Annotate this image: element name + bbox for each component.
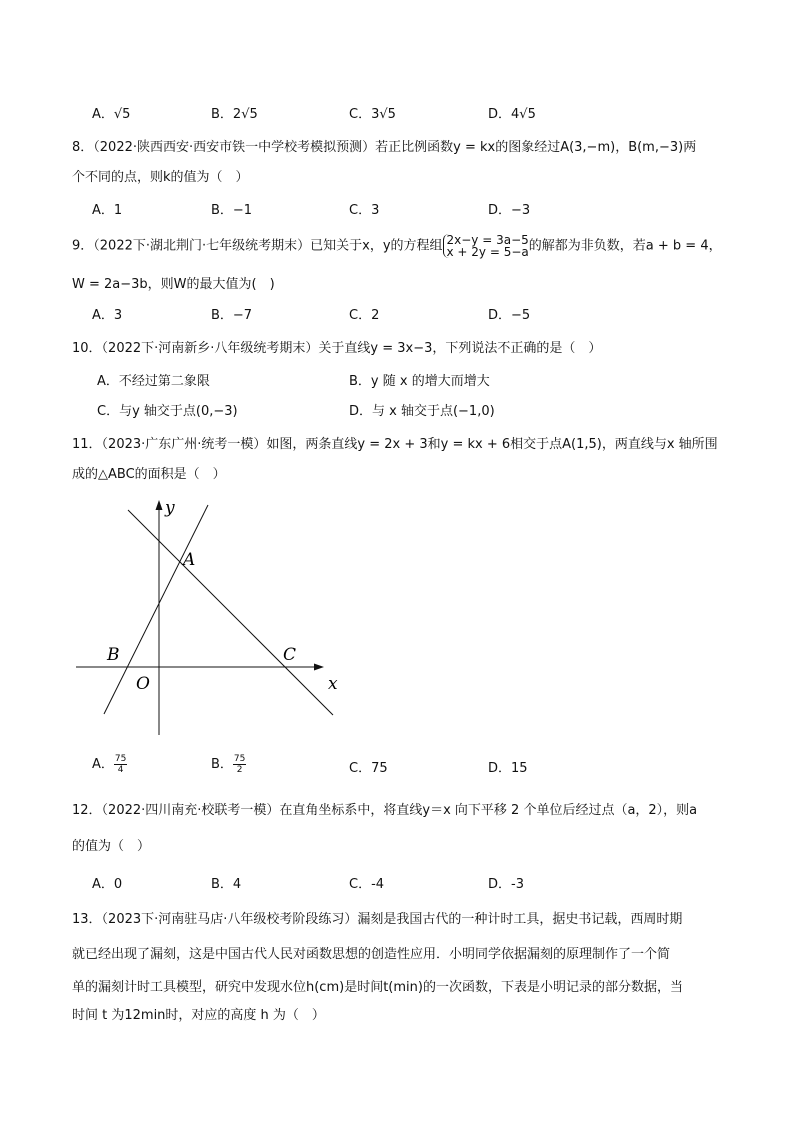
q10-option-b: B．y 随 x 的增大而增大 bbox=[349, 374, 490, 389]
q7-option-b: B．2√5 bbox=[211, 107, 258, 122]
q12-option-b: B．4 bbox=[211, 877, 242, 892]
label-b: B bbox=[107, 645, 120, 665]
q8-option-c: C．3 bbox=[349, 203, 380, 218]
q11-option-a-fraction bbox=[114, 754, 127, 775]
q11-stem-line1: 11．（2023·广东广州·统考一模）如图，两条直线y = 2x + 3和y = kx + 6相交于点A(1,5)，两直线与x 轴所围 bbox=[72, 437, 718, 452]
q12-option-a: A．0 bbox=[92, 877, 123, 892]
q9-option-a: A．3 bbox=[92, 308, 123, 323]
q12-option-c: C．-4 bbox=[349, 877, 385, 892]
q10-option-a: A．不经过第二象限 bbox=[97, 374, 210, 389]
q11-option-a-denominator: 4 bbox=[117, 765, 124, 775]
q13-stem-line1: 13．（2023下·河南驻马店·八年级校考阶段练习）漏刻是我国古代的一种计时工具，据史书记载，西周时期 bbox=[72, 912, 683, 927]
q11-option-d: D．15 bbox=[488, 761, 528, 776]
q9-equation-system bbox=[443, 234, 529, 258]
q7-option-d: D．4√5 bbox=[488, 107, 536, 122]
label-y: y bbox=[165, 498, 175, 518]
q10-stem: 10．（2022下·河南新乡·八年级统考期末）关于直线y = 3x−3，下列说法不正确的是（ ） bbox=[72, 341, 602, 356]
label-o: O bbox=[136, 674, 150, 694]
q11-option-b-numerator: 75 bbox=[233, 754, 246, 764]
q12-stem-line1: 12．（2022·四川南充·校联考一模）在直角坐标系中，将直线y＝x 向下平移 2 个单位后经过点（a，2），则a bbox=[72, 803, 698, 818]
q8-option-a: A．1 bbox=[92, 203, 123, 218]
q9-eq1: 2x−y = 3a−5 bbox=[446, 233, 529, 247]
q12-stem-line2: 的值为（ ） bbox=[72, 839, 151, 854]
q8-stem-line1: 8．（2022·陕西西安·西安市铁一中学校考模拟预测）若正比例函数y = kx的图象经过A(3,−m)，B(m,−3)两 bbox=[72, 140, 697, 155]
q11-stem-line2: 成的△ABC的面积是（ ） bbox=[72, 467, 226, 482]
q11-option-b-fraction bbox=[233, 754, 246, 775]
q9-option-d: D．−5 bbox=[488, 308, 531, 323]
q7-option-a: A．√5 bbox=[92, 107, 131, 122]
q10-option-d: D．与 x 轴交于点(−1,0) bbox=[349, 404, 495, 419]
line-y-2x-plus-3 bbox=[104, 505, 208, 714]
q9-stem-line2: W = 2a−3b，则W的最大值为( ) bbox=[72, 277, 275, 292]
q8-stem-line2: 个不同的点，则k的值为（ ） bbox=[72, 170, 249, 185]
q11-option-a-prefix: A． bbox=[92, 757, 114, 772]
q8-option-b: B．−1 bbox=[211, 203, 253, 218]
q9-eq2: x + 2y = 5−a bbox=[446, 245, 529, 259]
q11-option-b-prefix: B． bbox=[211, 757, 233, 772]
q13-stem-line4: 时间 t 为12min时，对应的高度 h 为（ ） bbox=[72, 1008, 325, 1023]
q11-option-b-denominator: 2 bbox=[236, 765, 243, 775]
q10-option-c: C．与y 轴交于点(0,−3) bbox=[97, 404, 238, 419]
q11-option-c: C．75 bbox=[349, 761, 388, 776]
q8-option-d: D．−3 bbox=[488, 203, 531, 218]
q7-option-c: C．3√5 bbox=[349, 107, 396, 122]
q9-stem-part-a: 9．（2022下·湖北荆门·七年级统考期末）已知关于x，y的方程组 bbox=[72, 238, 443, 254]
q9-option-c: C．2 bbox=[349, 308, 380, 323]
q9-option-b: B．−7 bbox=[211, 308, 253, 323]
q11-option-a-numerator: 75 bbox=[114, 754, 127, 764]
label-a: A bbox=[183, 550, 196, 570]
q9-stem-part-b: 的解都为非负数，若a + b = 4， bbox=[528, 238, 722, 254]
q13-stem-line2: 就已经出现了漏刻，这是中国古代人民对函数思想的创造性应用．小明同学依据漏刻的原理制作了一个简 bbox=[72, 947, 671, 962]
label-x: x bbox=[328, 674, 338, 694]
y-axis bbox=[156, 500, 163, 735]
q12-option-d: D．-3 bbox=[488, 877, 524, 892]
q11-option-b bbox=[211, 753, 246, 775]
label-c: C bbox=[283, 645, 297, 665]
q13-stem-line3: 单的漏刻计时工具模型，研究中发现水位h(cm)是时间t(min)的一次函数，下表是小明记录的部分数据，当 bbox=[72, 980, 683, 995]
q11-option-a bbox=[92, 753, 127, 775]
q9-stem-line1 bbox=[72, 234, 722, 258]
q11-figure bbox=[70, 495, 345, 740]
